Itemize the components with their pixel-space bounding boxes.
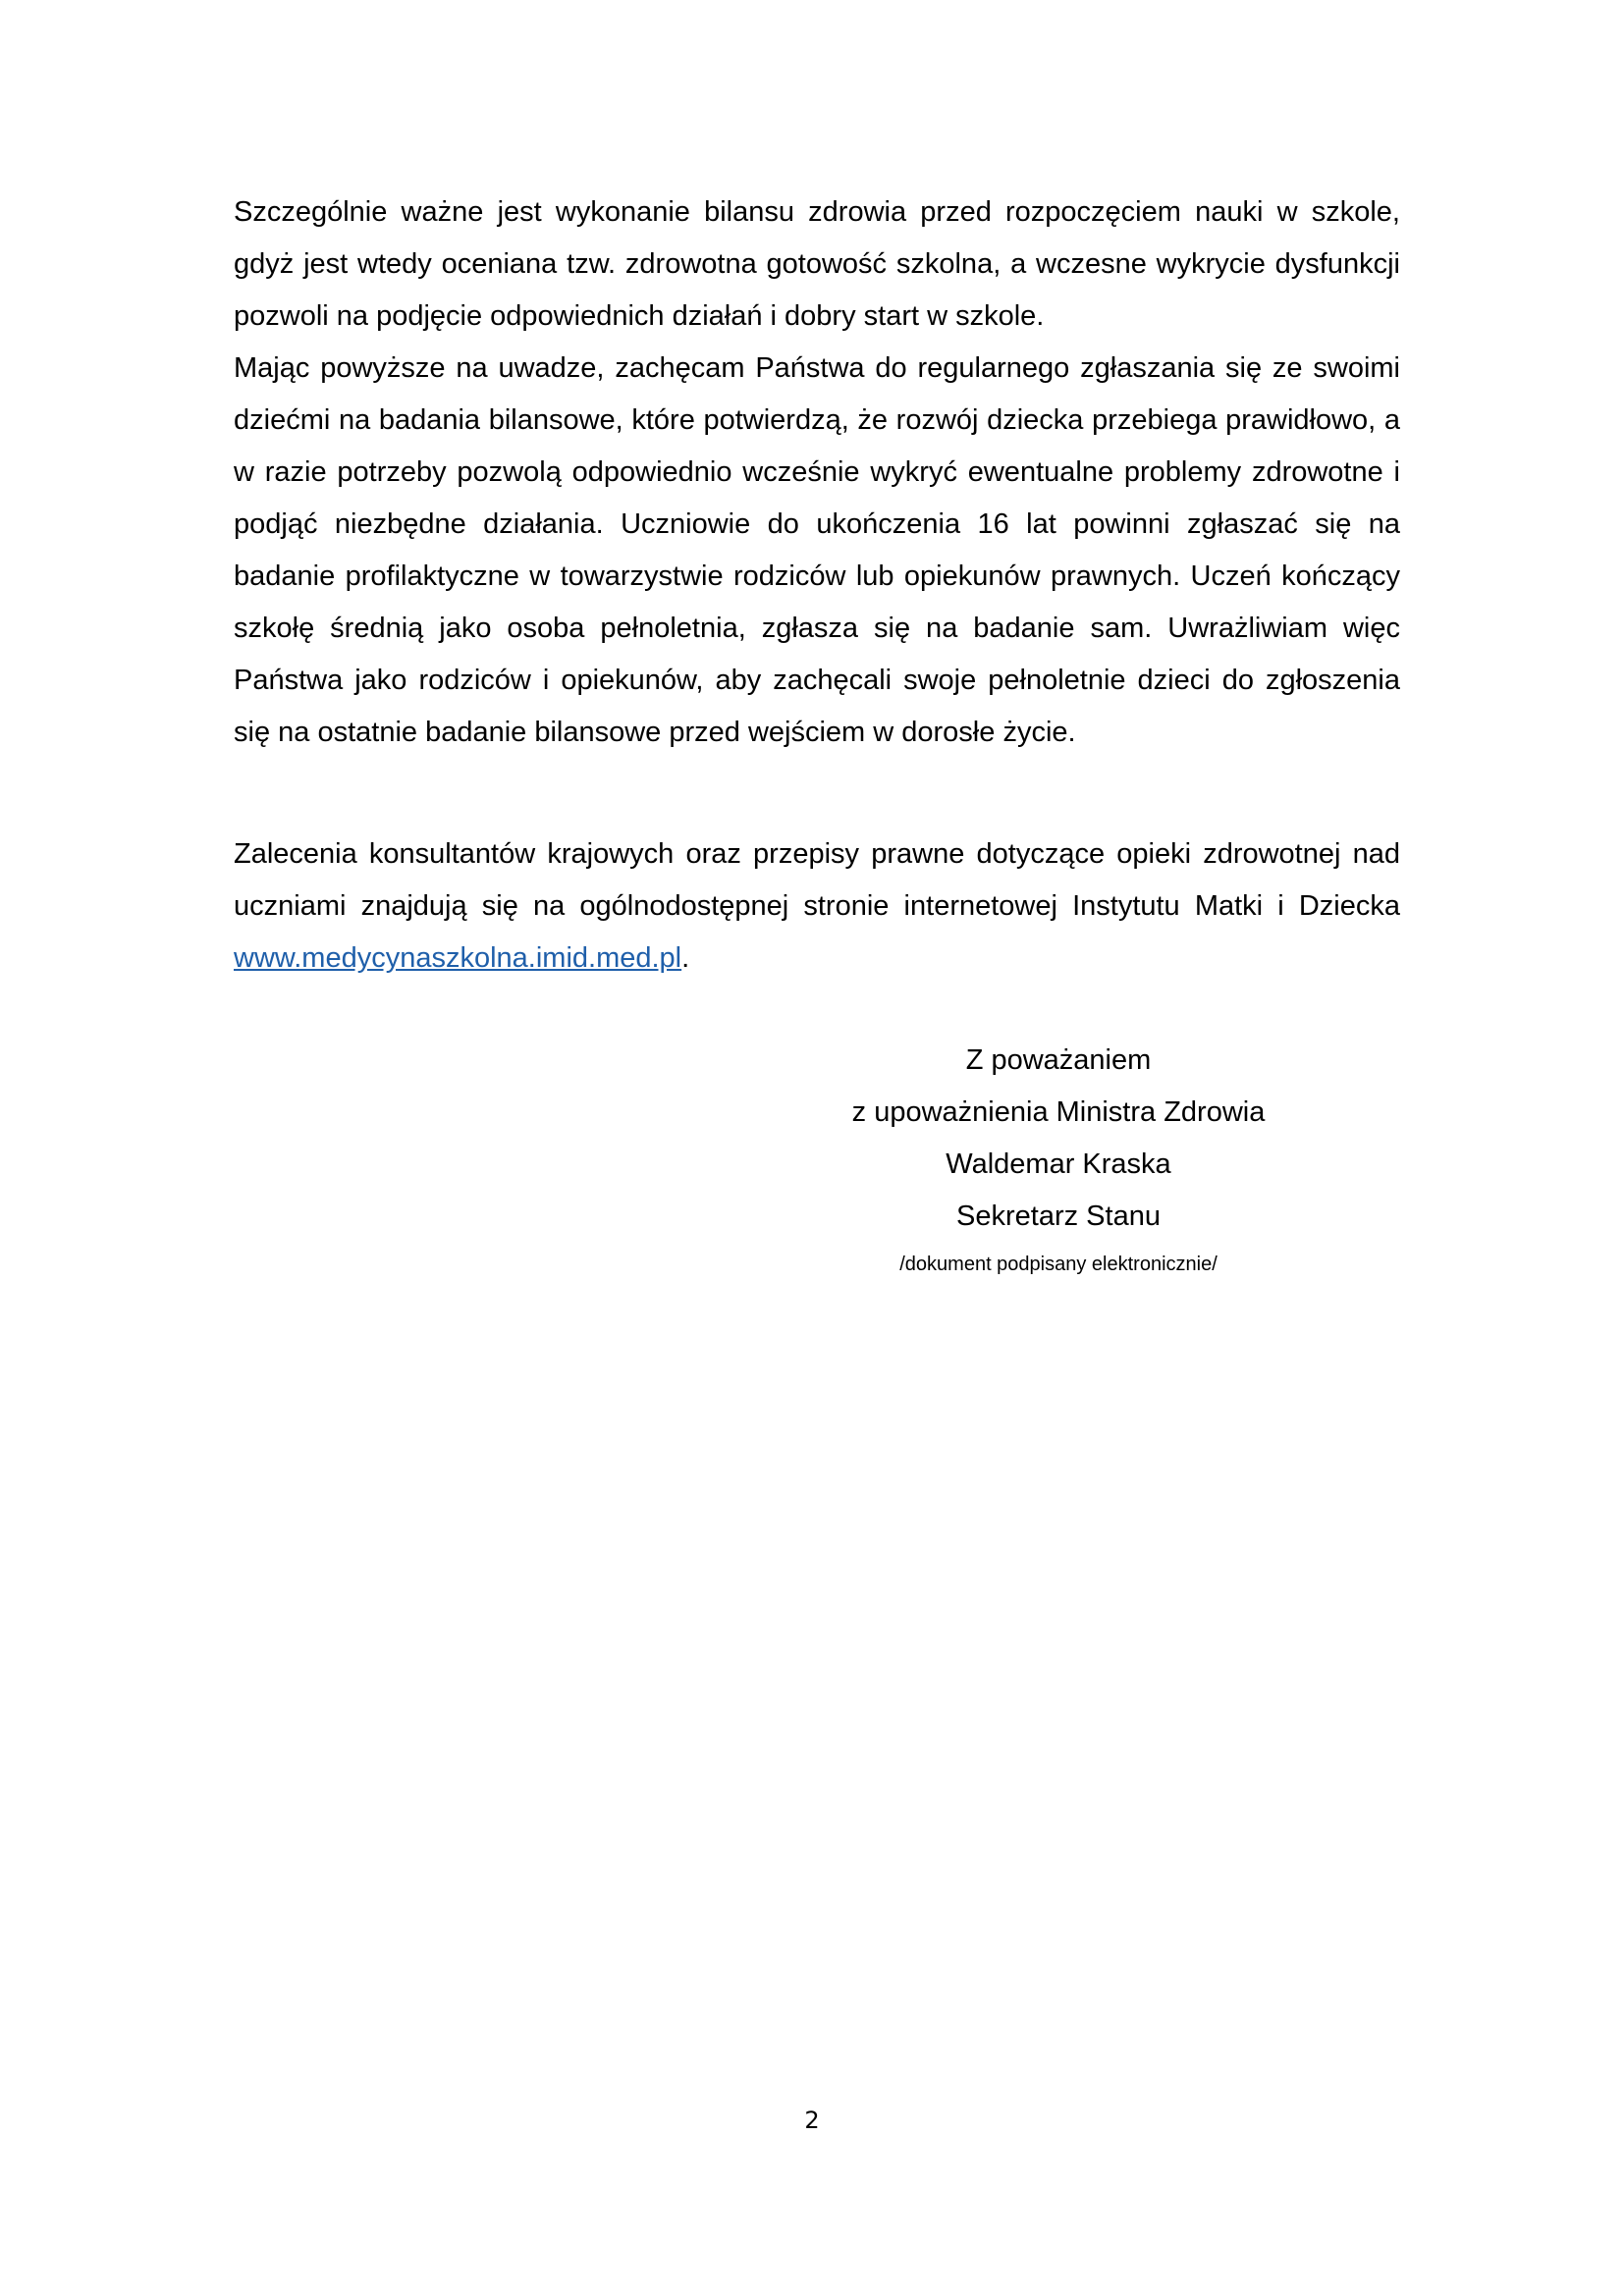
paragraph-recommendations-text: Zalecenia konsultantów krajowych oraz przepisy prawne dotyczące opieki zdrowotnej nad uczniami znajdują się na ogólnodostępnej stronie internetowej Instytutu Matki i Dziecka xyxy=(234,838,1400,922)
paragraph-recommendations xyxy=(234,828,1400,985)
paragraph-health-balance: Szczególnie ważne jest wykonanie bilansu zdrowia przed rozpoczęciem nauki w szkole, gdyż jest wtedy oceniana tzw. zdrowotna gotowość szkolna, a wczesne wykrycie dysfunkcji pozwoli na podjęcie odpowiednich działań i dobry start w szkole. xyxy=(234,196,1400,332)
signature-closing: Z poważaniem xyxy=(965,1044,1152,1076)
signature-authority: z upoważnienia Ministra Zdrowia xyxy=(851,1096,1266,1128)
signature-electronic-note: /dokument podpisany elektronicznie/ xyxy=(899,1254,1218,1275)
signature-position: Sekretarz Stanu xyxy=(956,1201,1161,1232)
paragraph-recommendations-end: . xyxy=(681,942,690,974)
imid-website-link[interactable]: www.medycynaszkolna.imid.med.pl xyxy=(234,942,682,974)
paragraph-encouragement: Mając powyższe na uwadze, zachęcam Państwa do regularnego zgłaszania się ze swoimi dziećmi na badania bilansowe, które potwierdzą, że rozwój dziecka przebiega prawidłowo, a w razie potrzeby pozwolą odpowiednio wcześnie wykryć ewentualne problemy zdrowotne i podjąć niezbędne działania. Uczniowie do ukończenia 16 lat powinni zgłaszać się na badanie profilaktyczne w towarzystwie rodziców lub opiekunów prawnych. Uczeń kończący szkołę średnią jako osoba pełnoletnia, zgłasza się na badanie sam. Uwrażliwiam więc Państwa jako rodziców i opiekunów, aby zachęcali swoje pełnoletnie dzieci do zgłoszenia się na ostatnie badanie bilansowe przed wejściem w dorosłe życie. xyxy=(234,352,1400,748)
signature-name: Waldemar Kraska xyxy=(946,1148,1171,1180)
page-number: 2 xyxy=(804,2107,820,2134)
